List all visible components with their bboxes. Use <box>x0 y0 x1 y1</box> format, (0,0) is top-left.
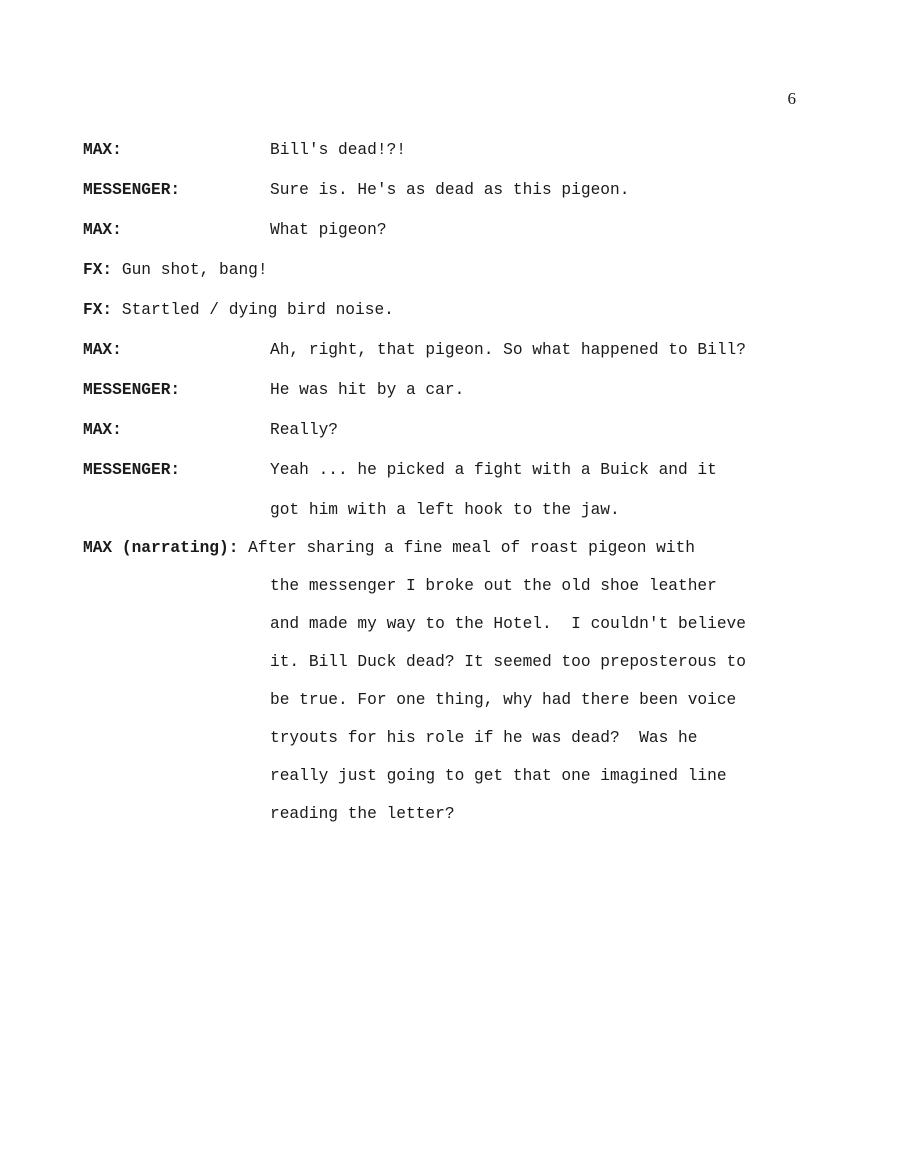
narration-text: it. Bill Duck dead? It seemed too preposterous to <box>270 653 746 671</box>
sound-effect-line <box>83 260 803 280</box>
dialogue-line <box>83 340 803 360</box>
dialogue-text: Really? <box>270 421 338 439</box>
dialogue-line <box>83 140 803 160</box>
narration-text: and made my way to the Hotel. I couldn't believe <box>270 615 746 633</box>
narration-block <box>83 538 803 824</box>
narration-text: really just going to get that one imagined line <box>270 767 727 785</box>
dialogue-line <box>83 380 803 400</box>
dialogue-text: Bill's dead!?! <box>270 141 406 159</box>
speaker-label: MAX: <box>83 221 122 239</box>
speaker-label: MESSENGER: <box>83 461 181 479</box>
narration-text: be true. For one thing, why had there been voice <box>270 691 737 709</box>
narration-text: the messenger I broke out the old shoe leather <box>270 577 717 595</box>
page-number: 6 <box>787 89 796 108</box>
narration-text: reading the letter? <box>270 805 455 823</box>
dialogue-line <box>83 420 803 440</box>
dialogue-text: Sure is. He's as dead as this pigeon. <box>270 181 630 199</box>
dialogue-continuation: got him with a left hook to the jaw. <box>270 501 620 519</box>
narration-text: After sharing a fine meal of roast pigeon with <box>248 539 696 557</box>
sound-effect-line <box>83 300 803 320</box>
script-body <box>83 140 803 824</box>
dialogue-text: Ah, right, that pigeon. So what happened to Bill? <box>270 341 746 359</box>
fx-text: Gun shot, bang! <box>121 261 268 279</box>
speaker-label: MESSENGER: <box>83 381 181 399</box>
narration-text: tryouts for his role if he was dead? Was he <box>270 729 698 747</box>
speaker-label: MESSENGER: <box>83 181 181 199</box>
narration-first-line <box>83 538 803 558</box>
narration-speaker-label: MAX (narrating): <box>83 539 239 557</box>
fx-text: Startled / dying bird noise. <box>121 301 394 319</box>
speaker-label: MAX: <box>83 421 122 439</box>
dialogue-text: He was hit by a car. <box>270 381 465 399</box>
dialogue-line <box>83 220 803 240</box>
dialogue-text: What pigeon? <box>270 221 387 239</box>
dialogue-line <box>83 460 803 480</box>
dialogue-text: Yeah ... he picked a fight with a Buick and it <box>270 461 717 479</box>
speaker-label: MAX: <box>83 341 122 359</box>
fx-label: FX: <box>83 301 113 319</box>
fx-label: FX: <box>83 261 113 279</box>
speaker-label: MAX: <box>83 141 122 159</box>
dialogue-line <box>83 180 803 200</box>
